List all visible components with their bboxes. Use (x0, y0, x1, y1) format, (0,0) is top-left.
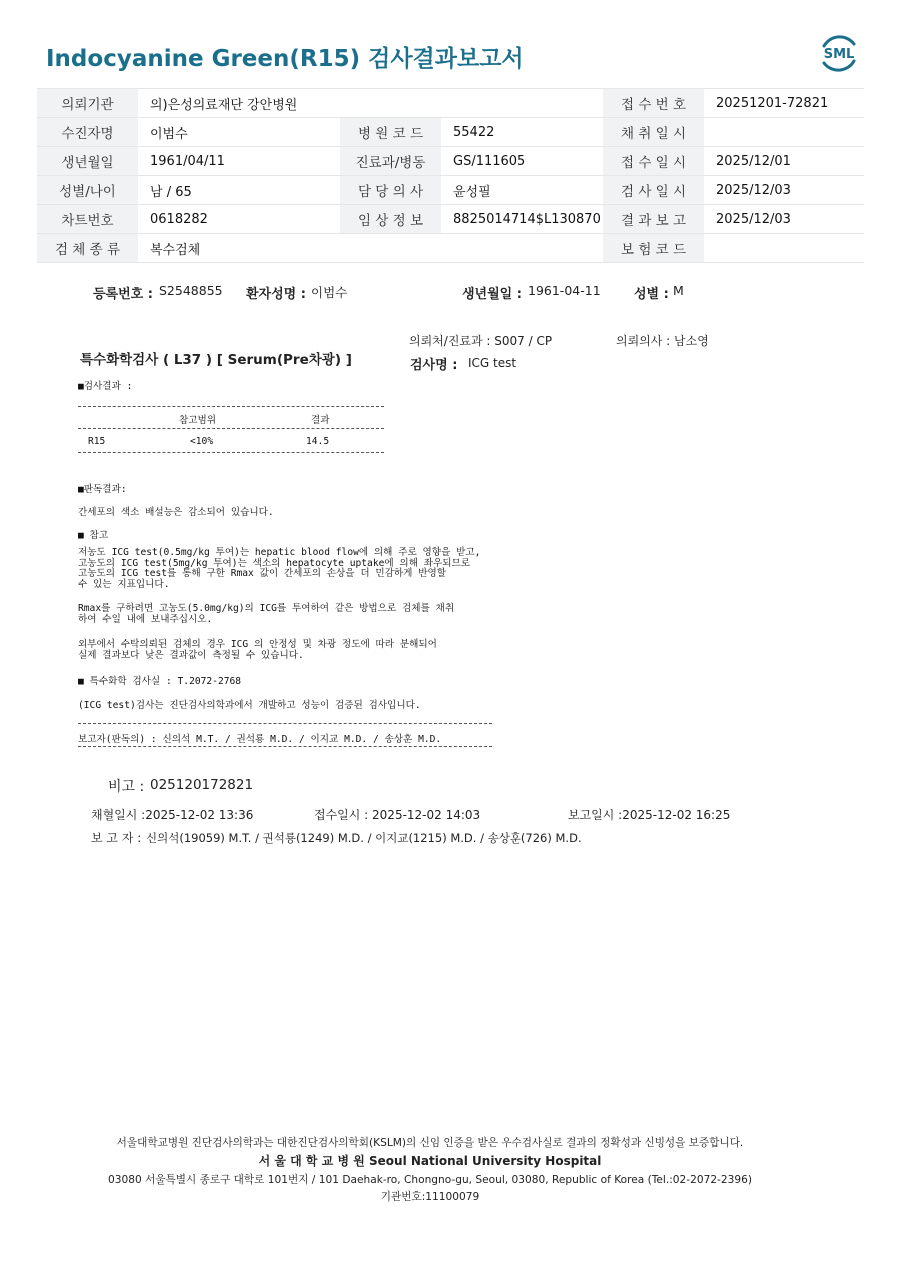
reference-paragraph-2: Rmax를 구하려면 고농도(5.0mg/kg)의 ICG를 투여하여 같은 방법으로 검체를 채취 하여 수일 내에 보내주십시오. (78, 603, 455, 625)
info-row (37, 147, 864, 176)
dept-value: GS/111605 (441, 147, 603, 176)
result-ref: <10% (190, 436, 214, 447)
hospital-name-en: Seoul National University Hospital (369, 1154, 602, 1168)
note-value: 025120172821 (150, 777, 254, 793)
hospital-code-value: 55422 (441, 118, 603, 147)
info-row (37, 118, 864, 147)
patient-label: 수진자명 (37, 118, 138, 147)
hospital-code-label: 병 원 코 드 (340, 118, 441, 147)
patient-name-value: 이범수 (311, 285, 348, 300)
info-row (37, 205, 864, 234)
clinical-value: 8825014714$L130870 (441, 205, 603, 234)
reference-paragraph-3: 외부에서 수탁의뢰된 검체의 경우 ICG 의 안정성 및 차광 정도에 따라 분해되어 실제 결과보다 낮은 결과값이 측정될 수 있습니다. (78, 639, 437, 661)
reference-paragraph-1: 저농도 ICG test(0.5mg/kg 투여)는 hepatic blood flow에 의해 주로 영향을 받고, 고농도의 ICG test(5mg/kg 투여)는 색소의 hepatocyte uptake에 의해 좌우되므로 고농도의 ICG test를 통해 구한 Rmax 값이 간세포의 손상을 더 민감하게 반영할 수 있는 지표입니다. (78, 547, 481, 590)
sml-logo (816, 30, 862, 76)
receipt-no-label: 접 수 번 호 (603, 89, 704, 118)
clinical-label: 임 상 정 보 (340, 205, 441, 234)
divider (78, 723, 492, 724)
judgement-header: ■판독결과: (78, 484, 127, 495)
collect-date-label: 채 취 일 시 (603, 118, 704, 147)
divider (78, 406, 384, 407)
doctor-value: 윤성필 (441, 176, 603, 205)
specimen-value: 복수검체 (138, 234, 603, 263)
sex-age-value: 남 / 65 (138, 176, 340, 205)
result-header: ■검사결과 : (78, 381, 133, 392)
test-date-label: 검 사 일 시 (603, 176, 704, 205)
footer-address: 03080 서울특별시 종로구 대학로 101번지 / 101 Daehak-ro, Chongno-gu, Seoul, 03080, Republic of Korea (Tel.:02-2072-2396) (108, 1174, 752, 1186)
requester-doctor: 의뢰의사 : 남소영 (616, 334, 709, 348)
hospital-name-kr: 서 울 대 학 교 병 원 (258, 1154, 365, 1168)
footer-certification: 서울대학교병원 진단검사의학과는 대한진단검사의학회(KSLM)의 신임 인증을 받은 우수검사실로 결과의 정확성과 신빙성을 보증합니다. (116, 1137, 744, 1149)
insurance-label: 보 험 코 드 (603, 234, 704, 263)
patient-value: 이범수 (138, 118, 340, 147)
sex-label: 성별 : (634, 287, 669, 302)
reporter-value: 신의석(19059) M.T. / 권석룡(1249) M.D. / 이지교(1215) M.D. / 송상훈(726) M.D. (146, 831, 582, 845)
institution-label: 의뢰기관 (37, 89, 138, 118)
divider (78, 428, 384, 429)
svg-text:SML: SML (823, 47, 855, 62)
lab-line: ■ 특수화학 검사실 : T.2072-2768 (78, 676, 242, 687)
report-date-value: 2025/12/03 (704, 205, 864, 234)
patient-info-table (37, 88, 864, 263)
result-value: 14.5 (306, 436, 330, 447)
divider (78, 452, 384, 453)
dept-label: 진료과/병동 (340, 147, 441, 176)
receipt-date-value: 2025/12/01 (704, 147, 864, 176)
sex-age-label: 성별/나이 (37, 176, 138, 205)
info-row (37, 89, 864, 118)
reg-dob-label: 생년월일 : (462, 287, 522, 302)
reg-dob-value: 1961-04-11 (528, 283, 601, 298)
doctor-label: 담 당 의 사 (340, 176, 441, 205)
divider (78, 746, 492, 747)
receipt-date-label: 접 수 일 시 (603, 147, 704, 176)
receipt-time: 접수일시 : 2025-12-02 14:03 (314, 808, 481, 822)
result-header-cell: 결과 (311, 415, 330, 426)
collect-time: 채혈일시 :2025-12-02 13:36 (91, 808, 254, 822)
result-item: R15 (88, 436, 106, 447)
reg-no-value: S2548855 (159, 283, 223, 298)
report-date-label: 결 과 보 고 (603, 205, 704, 234)
info-row (37, 176, 864, 205)
report-title: Indocyanine Green(R15) 검사결과보고서 (46, 46, 524, 72)
chart-value: 0618282 (138, 205, 340, 234)
test-name-value: ICG test (468, 356, 517, 370)
info-row (37, 234, 864, 263)
footer-hospital (0, 1152, 860, 1169)
report-time: 보고일시 :2025-12-02 16:25 (568, 808, 731, 822)
dob-label: 생년월일 (37, 147, 138, 176)
chart-label: 차트번호 (37, 205, 138, 234)
sex-value: M (673, 283, 684, 298)
ref-range-header: 참고범위 (179, 415, 217, 426)
specimen-label: 검 체 종 류 (37, 234, 138, 263)
insurance-value (704, 234, 864, 263)
reporter-label: 보 고 자 : (91, 831, 142, 845)
reporters-line: 보고자(판독의) : 신의석 M.T. / 권석룡 M.D. / 이지교 M.D. / 송상훈 M.D. (78, 734, 442, 745)
receipt-no-value: 20251201-72821 (704, 89, 864, 118)
test-date-value: 2025/12/03 (704, 176, 864, 205)
reference-header: ■ 참고 (78, 530, 109, 541)
patient-name-label: 환자성명 : (246, 287, 306, 302)
footer-org-no: 기관번호:11100079 (380, 1191, 480, 1203)
requester-dept: 의뢰처/진료과 : S007 / CP (409, 334, 553, 348)
institution-value: 의)은성의료재단 강안병원 (138, 89, 603, 118)
dob-value: 1961/04/11 (138, 147, 340, 176)
exam-title: 특수화학검사 ( L37 ) [ Serum(Pre차광) ] (80, 352, 352, 368)
test-name-label: 검사명 : (410, 358, 458, 373)
note-label: 비고 : (108, 779, 145, 795)
reg-no-label: 등록번호 : (93, 287, 153, 302)
collect-date-value (704, 118, 864, 147)
dev-line: (ICG test)검사는 진단검사의학과에서 개발하고 성능이 검증된 검사입니다. (78, 700, 421, 711)
judgement-text: 간세포의 색소 배설능은 감소되어 있습니다. (78, 507, 274, 518)
